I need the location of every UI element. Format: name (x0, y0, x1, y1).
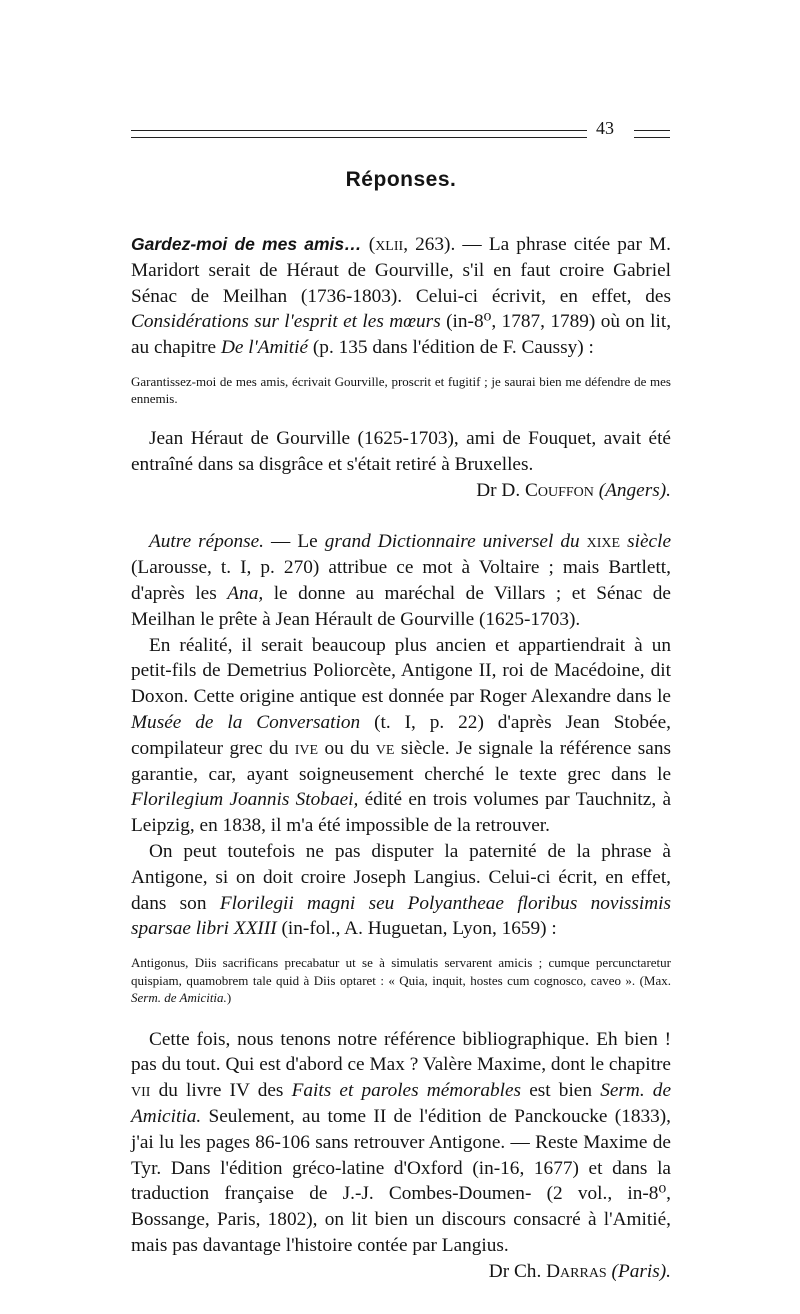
page-header (131, 108, 671, 148)
signature-name: Couffon (525, 479, 594, 501)
answer2-paragraph-2 (131, 633, 671, 839)
text: (in-fol., A. Huguetan, Lyon, 1659) : (281, 918, 557, 940)
text: ou du (324, 737, 370, 759)
answer1-lead: Gardez-moi de mes amis… (131, 234, 362, 254)
page (131, 108, 671, 1285)
signature-title: Dr Ch. (488, 1260, 542, 1282)
faits-title: Faits et paroles mémorables (291, 1080, 522, 1102)
text: En réalité, il serait beaucoup plus ancien et appartiendrait à un petit-fils de Demetrius Poliorcète, Antigone II, roi de Macédoine, dit Doxon. Cette origine antique est donnée par Roger Alexandre dans le (131, 634, 671, 708)
text: Cette fois, nous tenons notre référence bibliographique. Eh bien ! pas du tout. Qui est d'abord ce Max ? Valère Maxime, dont le chapitre (131, 1028, 671, 1076)
text: le donne au maréchal de Villars ; et Sénac de Meilhan le prête à Jean Hérault de Gourville (1625-1703). (131, 582, 671, 630)
answer1-paragraph-2: Jean Héraut de Gourville (1625-1703), ami de Fouquet, avait été entraîné dans sa disgrâce et s'était retiré à Bruxelles. (131, 427, 671, 475)
page-number: 43 (596, 118, 614, 138)
text: édité en trois volumes par Tauchnitz, à Leipzig, en 1838, il m'a été impossible de la retrouver. (131, 789, 672, 837)
century: ive (294, 737, 319, 759)
text: , 263). — La phrase citée par M. Maridort serait de Héraut de Gourville, s'il en faut croire Gabriel Sénac de Meilhan (1736-1803). Celui-ci écrivit, en effet, des (131, 234, 671, 307)
dictionary-title: grand Dictionnaire universel du (324, 531, 580, 553)
chapter-title: De l'Amitié (220, 337, 309, 359)
text: Antigonus, Diis sacrificans precabatur ut se à simulatis servarent amicis ; cumque percunctaretur quispiam, quamobrem tale quid à Diis optaret : « Quia, inquit, hostes cum cognosco, caveo ». (Max. (131, 955, 671, 988)
answer2-paragraph-1 (131, 529, 671, 632)
signature-place: (Paris). (611, 1260, 671, 1282)
text: (Larousse, t. I, p. 270) attribue ce mot à Voltaire ; mais Bartlett, d'après les (131, 557, 671, 604)
answer1-quote: Garantissez-moi de mes amis, écrivait Gourville, proscrit et fugitif ; je saurai bien me défendre de mes ennemis. (131, 373, 671, 407)
text: (t. I, p. 22) d'après Jean Stobée, compilateur grec du (131, 711, 671, 759)
header-rule-left (131, 130, 587, 138)
signature-place: (Angers). (598, 479, 671, 501)
signature-name: Darras (546, 1260, 607, 1282)
text: siècle. Je signale la référence sans garantie, car, ayant soigneusement cherché le texte grec dans le (131, 737, 671, 785)
text: (p. 135 dans l'édition de F. Caussy) : (312, 337, 594, 359)
answer2-paragraph-4 (131, 1027, 671, 1259)
florilegium-title: Florilegium Joannis Stobaei, (131, 789, 359, 811)
text: Seulement, au tome II de l'édition de Panckoucke (1833), j'ai lu les pages 86-106 sans retrouver Antigone. — Reste Maxime de Tyr. Dans l'édition gréco-latine d'Oxford (in-16, 1677) et dans la traduction française de J.-J. Combes-Doumen- (2 vol., in-8⁰, Bossange, Paris, 1802), on lit bien un discours consacré à l'Amitié, mais pas davantage l'histoire contée par Langius. (131, 1106, 671, 1256)
text: ) (226, 990, 232, 1006)
answer2-signature (131, 1259, 671, 1285)
century: ve (375, 737, 395, 759)
header-rule-right (634, 130, 670, 138)
answer2-lead: Autre réponse. (149, 531, 265, 553)
century: xixe (586, 531, 621, 553)
answer1-paragraph-1 (131, 232, 671, 361)
signature-title: Dr D. (476, 479, 521, 501)
text: ( (368, 234, 376, 255)
serm-title: Serm. de Amicitia. (131, 1080, 672, 1128)
volume-ref: xlii (375, 234, 404, 255)
answer1-signature (131, 478, 671, 504)
answer2-quote (131, 954, 671, 1007)
text: — Le (271, 531, 318, 553)
text: On peut toutefois ne pas disputer la paternité de la phrase à Antigone, si on doit croire Joseph Langius. Celui-ci écrit, en effet, dans son (131, 840, 671, 914)
text: du livre IV des (158, 1080, 284, 1102)
ana-title: Ana, (227, 582, 264, 604)
book-title: Considérations sur l'esprit et les mœurs (131, 311, 441, 333)
text: (in-8⁰, 1787, 1789) où on lit, au chapitre (131, 311, 672, 359)
chapter-number: vii (131, 1080, 151, 1102)
text: est bien (529, 1080, 593, 1102)
text: siècle (627, 531, 672, 553)
florilegii-title: Florilegii magni seu Polyantheae floribus novissimis sparsae libri XXIII (131, 892, 671, 940)
section-title: Réponses. (345, 168, 457, 191)
answer2-paragraph-3 (131, 839, 671, 942)
source-title: Serm. de Amicitia. (131, 990, 227, 1006)
musee-title: Musée de la Conversation (131, 711, 361, 733)
